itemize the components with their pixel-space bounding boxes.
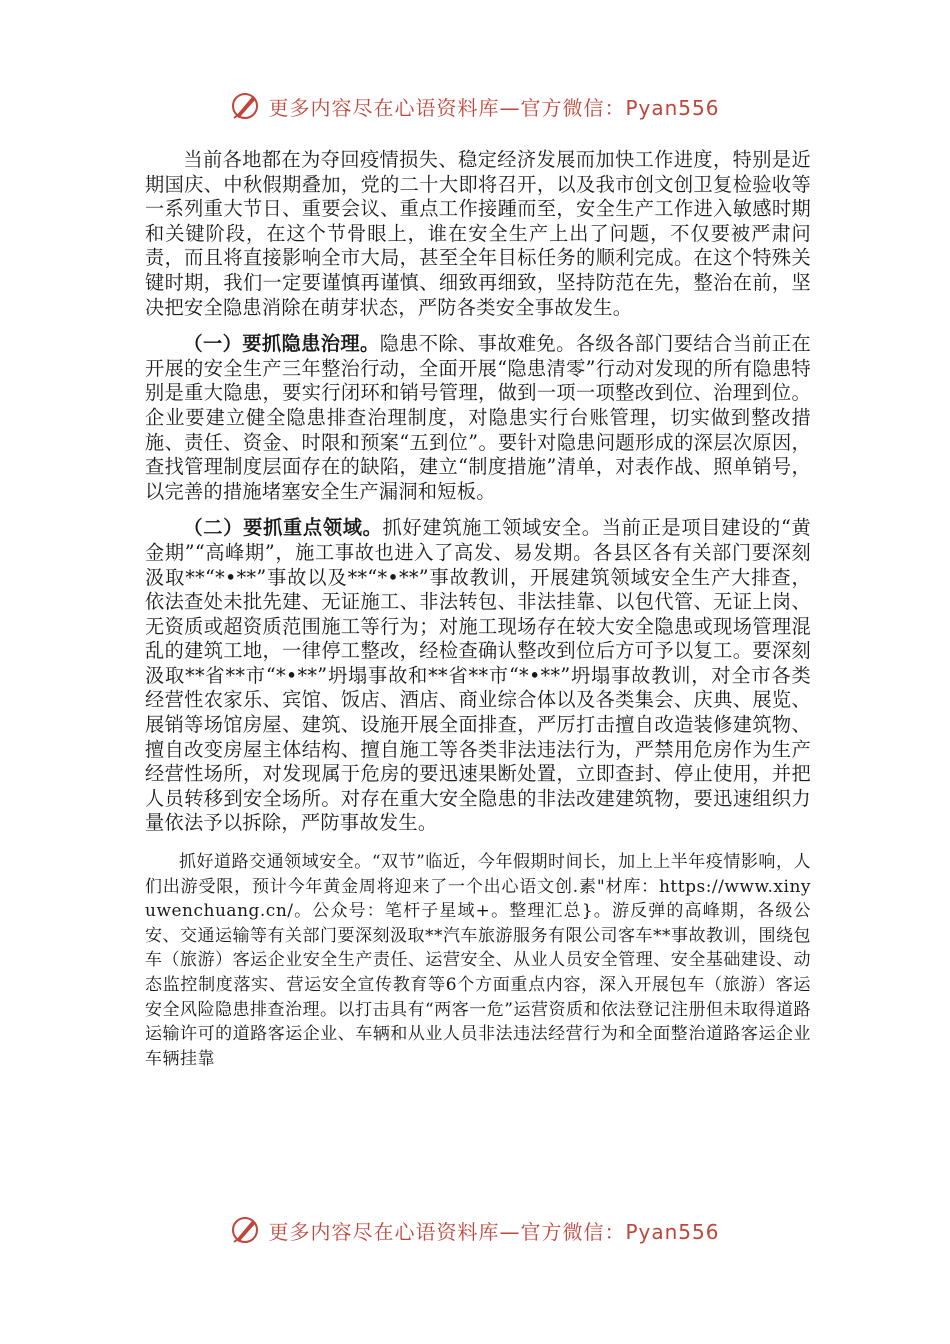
paragraph-hazard-governance	[145, 332, 811, 504]
paragraph-intro	[145, 148, 811, 320]
paragraph-road-traffic	[145, 850, 811, 1071]
header-banner	[0, 86, 950, 126]
paragraph-text: 抓好道路交通领域安全。“双节”临近，今年假期时间长，加上上半年疫情影响，人们出游受限，预计今年黄金周将迎来了一个出心语文创.素"材库：https://www.xinyuwenchuang.cn/。公众号：笔杆子星域+。整理汇总}。游反弹的高峰期，各级公安、交通运输等有关部门要深刻汲取**汽车旅游服务有限公司客车**事故教训，围绕包车（旅游）客运企业安全生产责任、运营安全、从业人员安全管理、安全基础建设、动态监控制度落实、营运安全宣传教育等6个方面重点内容，深入开展包车（旅游）客运安全风险隐患排查治理。以打击具有“两客一危”运营资质和依法登记注册但未取得道路运输许可的道路客运企业、车辆和从业人员非法违法经营行为和全面整治道路客运企业车辆挂靠	[145, 852, 811, 1069]
section-heading: （一）要抓隐患治理。	[183, 332, 380, 356]
paragraph-text: 隐患不除、事故难免。各级各部门要结合当前正在开展的安全生产三年整治行动，全面开展“隐患清零”行动对发现的所有隐患特别是重大隐患，要实行闭环和销号管理，做到一项一项整改到位、治理到位。企业要建立健全隐患排查治理制度，对隐患实行台账管理，切实做到整改措施、责任、资金、时限和预案“五到位”。要针对隐患问题形成的深层次原因，查找管理制度层面存在的缺陷，建立“制度措施”清单，对表作战、照单销号，以完善的措施堵塞安全生产漏洞和短板。	[145, 332, 811, 503]
quill-pen-icon	[230, 1215, 260, 1245]
paragraph-text: 抓好建筑施工领域安全。当前正是项目建设的“黄金期”“高峰期”，施工事故也进入了高发、易发期。各县区各有关部门要深刻汲取**“*•**”事故以及**“*•**”事故教训，开展建筑领域安全生产大排查，依法查处未批先建、无证施工、非法转包、非法挂靠、以包代管、无证上岗、无资质或超资质范围施工等行为；对施工现场存在较大安全隐患或现场管理混乱的建筑工地，一律停工整改，经检查确认整改到位后方可予以复工。要深刻汲取**省**市“*•**”坍塌事故和**省**市“*•**”坍塌事故教训，对全市各类经营性农家乐、宾馆、饭店、酒店、商业综合体以及各类集会、庆典、展览、展销等场馆房屋、建筑、设施开展全面排查，严厉打击擅自改造装修建筑物、擅自改变房屋主体结构、擅自施工等各类非法违法行为，严禁用危房作为生产经营性场所，对发现属于危房的要迅速果断处置，立即查封、停止使用，并把人员转移到安全场所。对存在重大安全隐患的非法改建建筑物，要迅速组织力量依法予以拆除，严防事故发生。	[145, 516, 811, 835]
document-body	[145, 148, 811, 1071]
quill-pen-icon	[230, 91, 260, 121]
paragraph-text: 当前各地都在为夺回疫情损失、稳定经济发展而加快工作进度，特别是近期国庆、中秋假期叠加，党的二十大即将召开，以及我市创文创卫复检验收等一系列重大节日、重要会议、重点工作接踵而至，安全生产工作进入敏感时期和关键阶段，在这个节骨眼上，谁在安全生产上出了问题，不仅要被严肃问责，而且将直接影响全市大局，甚至全年目标任务的顺利完成。在这个特殊关键时期，我们一定要谨慎再谨慎、细致再细致，坚持防范在先，整治在前，坚决把安全隐患消除在萌芽状态，严防各类安全事故发生。	[145, 148, 811, 319]
banner-text: 更多内容尽在心语资料库—官方微信：Pyan556	[268, 95, 720, 120]
banner-text: 更多内容尽在心语资料库—官方微信：Pyan556	[268, 1219, 720, 1244]
section-heading: （二）要抓重点领域。	[183, 516, 383, 540]
paragraph-key-areas	[145, 516, 811, 836]
footer-banner	[0, 1210, 950, 1250]
